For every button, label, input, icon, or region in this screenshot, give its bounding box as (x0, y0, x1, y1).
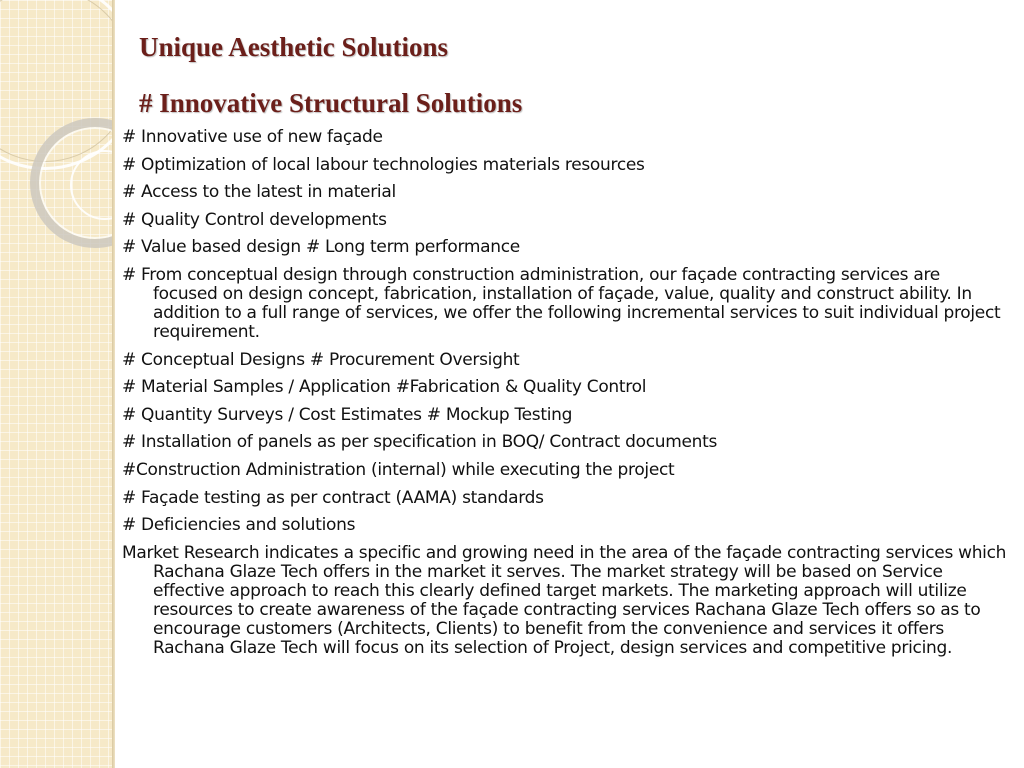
bullet-item: #Construction Administration (internal) while executing the project (122, 459, 675, 480)
sidebar-divider (112, 0, 115, 768)
bullet-item: # Conceptual Designs # Procurement Oversight (122, 349, 520, 370)
bullet-item: # Quantity Surveys / Cost Estimates # Mockup Testing (122, 404, 573, 425)
bullet-item: # Innovative use of new façade (122, 127, 383, 147)
title-block (139, 30, 522, 120)
bullet-item: # Façade testing as per contract (AAMA) standards (122, 487, 544, 508)
bullet-item: # Access to the latest in material (122, 182, 396, 203)
bullet-item: # From conceptual design through construction administration, our façade contracting services are focused on design concept, fabrication, installation of façade, value, quality and construct ability. In addition to a full range of services, we offer the following incremental services to suit individual project requirement. (122, 264, 1001, 342)
bullet-item: # Deficiencies and solutions (122, 515, 356, 536)
slide-title: Unique Aesthetic Solutions (139, 32, 449, 62)
decorative-sidebar (0, 0, 113, 768)
bullet-item: # Quality Control developments (122, 209, 387, 230)
bullet-item: # Installation of panels as per specification in BOQ/ Contract documents (122, 432, 718, 453)
bullet-item: # Optimization of local labour technologies materials resources (122, 154, 645, 175)
bullet-item: # Material Samples / Application #Fabrication & Quality Control (122, 377, 647, 398)
bullet-item: Market Research indicates a specific and growing need in the area of the façade contracting services which Rachana Glaze Tech offers in the market it serves. The market strategy will be based on Service effective approach to reach this clearly defined target markets. The marketing approach will utilize resources to create awareness of the façade contracting services Rachana Glaze Tech offers so as to encourage customers (Architects, Clients) to benefit from the convenience and services it offers Rachana Glaze Tech will focus on its selection of Project, design services and competitive pricing. (122, 542, 1007, 658)
slide-subtitle: # Innovative Structural Solutions (139, 88, 523, 118)
bullet-item: # Value based design # Long term performance (122, 237, 520, 258)
bullet-list (122, 128, 1008, 666)
